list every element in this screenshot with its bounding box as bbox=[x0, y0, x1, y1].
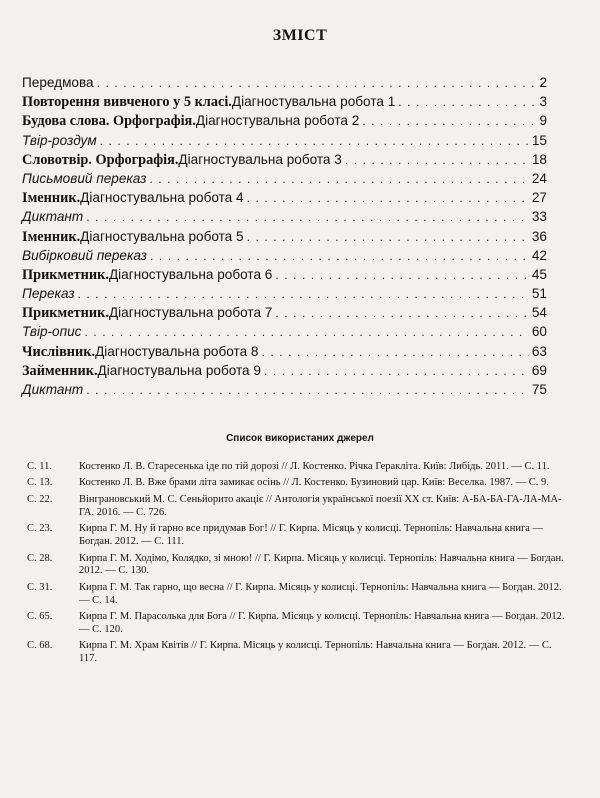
toc-entry-section: Будова слова. Орфографія. bbox=[22, 113, 196, 130]
toc-entry bbox=[22, 73, 547, 92]
dot-leader bbox=[247, 189, 529, 208]
dot-leader bbox=[86, 381, 529, 400]
dot-leader bbox=[345, 151, 529, 170]
toc-entry bbox=[22, 361, 547, 380]
toc-entry bbox=[22, 380, 547, 399]
dot-leader bbox=[149, 170, 528, 189]
toc-entry-section: Іменник. bbox=[22, 228, 81, 245]
source-entry bbox=[27, 640, 567, 666]
toc-page-number: 69 bbox=[531, 362, 547, 378]
source-citation: Кирпа Г. М. Ну й гарно все придумав Бог! // Г. Кирпа. Місяць у колисці. Тернопіль: Навчальна книга — Богдан. 2012. — С. 111. bbox=[79, 523, 544, 548]
toc-entry-title: Діагностувальна робота 8 bbox=[95, 343, 259, 359]
dot-leader bbox=[275, 266, 529, 285]
source-page-ref: С. 22. bbox=[27, 493, 53, 505]
toc-entry-section: Прикметник. bbox=[22, 266, 109, 283]
sources-title: Список використаних джерел bbox=[226, 433, 374, 444]
source-entry bbox=[27, 553, 567, 579]
source-citation: Костенко Л. В. Вже брами літа замикає осінь // Л. Костенко. Бузиновий цар. Київ: Веселка. 1987. — С. 9. bbox=[79, 477, 549, 489]
toc-page-number: 27 bbox=[531, 190, 547, 206]
toc-entry-title: Вибірковий переказ bbox=[22, 247, 147, 263]
dot-leader bbox=[100, 132, 529, 151]
source-citation: Костенко Л. В. Старесенька іде по тій дорозі // Л. Костенко. Річка Геракліта. Київ: Либідь. 2011. — С. 11. bbox=[79, 461, 550, 472]
toc-entry bbox=[22, 284, 547, 303]
toc-entry-title: Діагностувальна робота 1 bbox=[231, 94, 396, 110]
toc-entry bbox=[22, 131, 547, 150]
toc-entry bbox=[22, 111, 547, 130]
toc-entry bbox=[22, 322, 547, 341]
dot-leader bbox=[78, 285, 529, 304]
page-title: ЗМІСТ bbox=[272, 27, 328, 44]
toc-entry bbox=[22, 227, 547, 246]
toc-entry-title: Твір-роздум bbox=[22, 132, 97, 148]
dot-leader bbox=[398, 93, 536, 112]
toc-page-number: 18 bbox=[531, 151, 547, 167]
toc-page-number: 24 bbox=[531, 170, 547, 186]
toc-page-number: 42 bbox=[531, 247, 547, 263]
toc-entry-title: Діагностувальна робота 3 bbox=[178, 151, 342, 167]
toc-entry-section: Числівник. bbox=[22, 343, 96, 360]
toc-entry-title: Переказ bbox=[22, 286, 75, 302]
toc-entry bbox=[22, 92, 547, 111]
source-citation: Кирпа Г. М. Ходімо, Колядко, зі мною! // Г. Кирпа. Місяць у колисці. Тернопіль: Навчальна книга — Богдан. 2012. — С. 130. bbox=[79, 552, 564, 577]
toc-entry-title: Письмовий переказ bbox=[22, 170, 147, 186]
toc-entry-section: Прикметник. bbox=[22, 305, 109, 322]
source-citation: Кирпа Г. М. Парасолька для Бога // Г. Кирпа. Місяць у колисці. Тернопіль: Навчальна книга — Богдан. 2012. — С. 120. bbox=[79, 611, 565, 635]
toc-page-number: 63 bbox=[531, 343, 547, 359]
dot-leader bbox=[150, 247, 529, 266]
source-entry bbox=[27, 582, 567, 608]
source-page-ref: С. 68. bbox=[27, 640, 53, 652]
toc-entry-title: Твір-опис bbox=[22, 324, 82, 340]
toc-entry-title: Діагностувальна робота 5 bbox=[80, 228, 244, 244]
toc-entry bbox=[22, 246, 547, 265]
toc-entry bbox=[22, 303, 547, 322]
toc-entry bbox=[22, 169, 547, 188]
toc-entry bbox=[22, 265, 547, 284]
source-page-ref: С. 31. bbox=[27, 581, 53, 593]
toc-entry-section: Повторення вивченого у 5 класі. bbox=[22, 94, 232, 111]
dot-leader bbox=[97, 74, 537, 93]
dot-leader bbox=[84, 323, 528, 342]
source-page-ref: С. 11. bbox=[27, 461, 52, 472]
toc-page-number: 33 bbox=[531, 209, 547, 225]
source-citation: Кирпа Г. М. Храм Квітів // Г. Кирпа. Місяць у колисці. Тернопіль: Навчальна книга — Богдан. 2012. — С. 117. bbox=[79, 640, 552, 665]
source-page-ref: С. 13. bbox=[27, 477, 53, 489]
toc-entry-section: Іменник. bbox=[22, 190, 81, 207]
toc-entry-title: Діагностувальна робота 7 bbox=[108, 305, 273, 321]
toc-entry-title: Диктант bbox=[22, 209, 84, 225]
toc-entry-section: Словотвір. Орфографія. bbox=[22, 151, 179, 168]
toc-page-number: 54 bbox=[531, 305, 547, 321]
toc-page-number: 60 bbox=[531, 324, 547, 340]
toc-page-number: 51 bbox=[531, 286, 547, 302]
source-page-ref: С. 65. bbox=[27, 611, 53, 623]
toc-page-number: 36 bbox=[531, 228, 547, 244]
dot-leader bbox=[262, 343, 529, 362]
source-entry bbox=[27, 611, 567, 637]
source-entry bbox=[27, 523, 567, 549]
source-page-ref: С. 28. bbox=[27, 552, 53, 564]
dot-leader bbox=[86, 208, 529, 227]
toc-entry-title: Діагностувальна робота 6 bbox=[108, 266, 273, 282]
source-citation: Вінграновський М. С. Сеньйорито акаціє // Антологія української поезії XX ст. Київ: А-БА-БА-ГА-ЛА-МА-ГА. 2016. — С. 726. bbox=[79, 493, 562, 518]
source-page-ref: С. 23. bbox=[27, 523, 53, 535]
toc-page-number: 15 bbox=[531, 132, 547, 148]
toc-page-number: 45 bbox=[531, 266, 547, 282]
toc-entry-title: Диктант bbox=[22, 382, 84, 397]
source-entry bbox=[27, 494, 567, 520]
source-entry bbox=[27, 461, 567, 474]
toc-page-number: 9 bbox=[539, 113, 547, 129]
toc-entry-title: Діагностувальна робота 4 bbox=[80, 190, 244, 206]
dot-leader bbox=[275, 304, 529, 323]
dot-leader bbox=[362, 112, 536, 131]
toc-entry-title: Діагностувальна робота 2 bbox=[195, 113, 360, 129]
source-entry bbox=[27, 477, 567, 490]
dot-leader bbox=[247, 228, 529, 247]
sources-list bbox=[27, 461, 567, 670]
toc-entry-title: Передмова bbox=[22, 75, 94, 90]
table-of-contents bbox=[22, 73, 547, 399]
toc-entry bbox=[22, 150, 547, 169]
dot-leader bbox=[264, 362, 529, 381]
toc-entry bbox=[22, 188, 547, 207]
toc-entry-title: Діагностувальна робота 9 bbox=[97, 362, 261, 378]
toc-page-number: 2 bbox=[539, 75, 547, 90]
toc-entry bbox=[22, 207, 547, 226]
toc-page-number: 75 bbox=[531, 382, 547, 397]
toc-entry-section: Займенник. bbox=[22, 362, 98, 379]
source-citation: Кирпа Г. М. Так гарно, що весна // Г. Кирпа. Місяць у колисці. Тернопіль: Навчальна книга — Богдан. 2012. — С. 14. bbox=[79, 581, 562, 606]
toc-entry bbox=[22, 342, 547, 361]
toc-page-number: 3 bbox=[539, 94, 547, 110]
